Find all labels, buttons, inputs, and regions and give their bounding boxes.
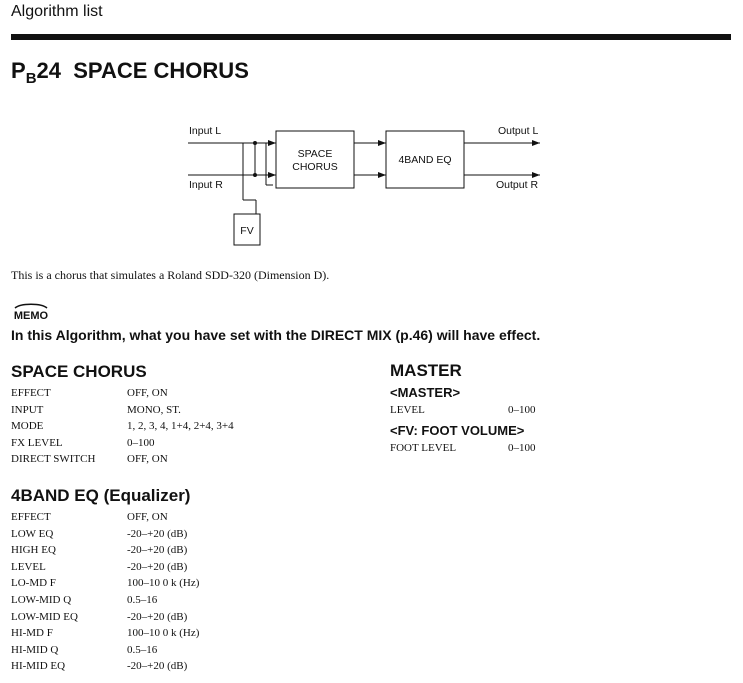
- param-row: [390, 440, 536, 457]
- param-value: -20–+20 (dB): [127, 610, 188, 623]
- param-name: HIGH EQ: [11, 544, 56, 557]
- param-row: [11, 542, 199, 559]
- param-value: 0.5–16: [127, 643, 158, 656]
- chorus-label-2: CHORUS: [292, 161, 338, 173]
- param-row: [390, 402, 536, 419]
- output-l-label: Output L: [498, 125, 539, 137]
- signal-flow-diagram: [0, 0, 743, 260]
- memo-note: In this Algorithm, what you have set with the DIRECT MIX (p.46) will have effect.: [11, 327, 541, 343]
- memo-icon: [13, 302, 49, 322]
- param-name: FX LEVEL: [11, 436, 63, 449]
- param-value: -20–+20 (dB): [127, 660, 188, 673]
- param-name: LEVEL: [390, 404, 425, 416]
- eq-label: 4BAND EQ: [398, 154, 452, 166]
- param-value: -20–+20 (dB): [127, 527, 188, 540]
- chorus-label-1: SPACE: [297, 148, 333, 160]
- master-heading: MASTER: [390, 361, 462, 380]
- eq-heading: 4BAND EQ (Equalizer): [11, 486, 191, 505]
- param-row: [11, 658, 199, 675]
- param-name: LO-MD F: [11, 577, 56, 590]
- param-name: FOOT LEVEL: [390, 441, 457, 454]
- space-chorus-params: [11, 385, 234, 468]
- param-name: HI-MID Q: [11, 643, 59, 656]
- param-row: [11, 509, 199, 526]
- fv-label: FV: [240, 225, 254, 237]
- param-row: [11, 385, 234, 402]
- param-value: 100–10 0 k (Hz): [127, 627, 200, 640]
- output-r-label: Output R: [496, 179, 539, 191]
- header-label: Algorithm list: [11, 3, 103, 20]
- param-value: OFF, ON: [127, 387, 168, 399]
- param-name: HI-MID EQ: [11, 660, 66, 673]
- param-value: -20–+20 (dB): [127, 560, 188, 573]
- param-row: [11, 559, 199, 576]
- param-row: [11, 642, 199, 659]
- param-name: LOW-MID EQ: [11, 610, 78, 623]
- param-value: 0–100: [508, 441, 536, 454]
- space-chorus-heading: SPACE CHORUS: [11, 362, 147, 381]
- eq-params: [11, 509, 199, 675]
- foot-volume-params: [390, 440, 536, 457]
- param-name: LEVEL: [11, 560, 46, 573]
- intro-text: This is a chorus that simulates a Roland SDD-320 (Dimension D).: [11, 268, 330, 282]
- param-value: 1, 2, 3, 4, 1+4, 2+4, 3+4: [127, 420, 234, 433]
- param-row: [11, 418, 234, 435]
- param-name: DIRECT SWITCH: [11, 453, 96, 466]
- param-row: [11, 609, 199, 626]
- input-r-label: Input R: [189, 179, 223, 191]
- param-name: MODE: [11, 420, 44, 433]
- title-number: 24: [36, 58, 62, 83]
- param-value: MONO, ST.: [127, 403, 181, 416]
- param-row: [11, 575, 199, 592]
- master-subheading: <MASTER>: [390, 385, 461, 400]
- param-row: [11, 526, 199, 543]
- eq-section: [11, 486, 199, 675]
- param-name: EFFECT: [11, 387, 51, 399]
- param-value: -20–+20 (dB): [127, 544, 188, 557]
- title-prefix: P: [11, 58, 26, 83]
- memo-label: MEMO: [13, 310, 49, 322]
- param-value: 100–10 0 k (Hz): [127, 577, 200, 590]
- param-value: OFF, ON: [127, 453, 168, 466]
- param-name: HI-MD F: [11, 627, 53, 640]
- param-value: OFF, ON: [127, 511, 168, 523]
- param-name: LOW EQ: [11, 527, 54, 540]
- title-name: SPACE CHORUS: [73, 58, 249, 83]
- foot-volume-subheading: <FV: FOOT VOLUME>: [390, 422, 525, 438]
- master-params: [390, 402, 536, 419]
- param-row: [11, 402, 234, 419]
- param-row: [11, 435, 234, 452]
- param-value: 0–100: [508, 404, 536, 416]
- param-value: 0.5–16: [127, 593, 158, 606]
- input-l-label: Input L: [189, 125, 222, 137]
- master-section: [390, 361, 536, 456]
- param-name: INPUT: [11, 403, 44, 416]
- param-row: [11, 451, 234, 468]
- title-sub: B: [25, 70, 37, 87]
- param-name: LOW-MID Q: [11, 593, 72, 606]
- param-name: EFFECT: [11, 511, 51, 523]
- param-row: [11, 592, 199, 609]
- param-row: [11, 625, 199, 642]
- param-value: 0–100: [127, 436, 155, 449]
- space-chorus-section: [11, 362, 234, 468]
